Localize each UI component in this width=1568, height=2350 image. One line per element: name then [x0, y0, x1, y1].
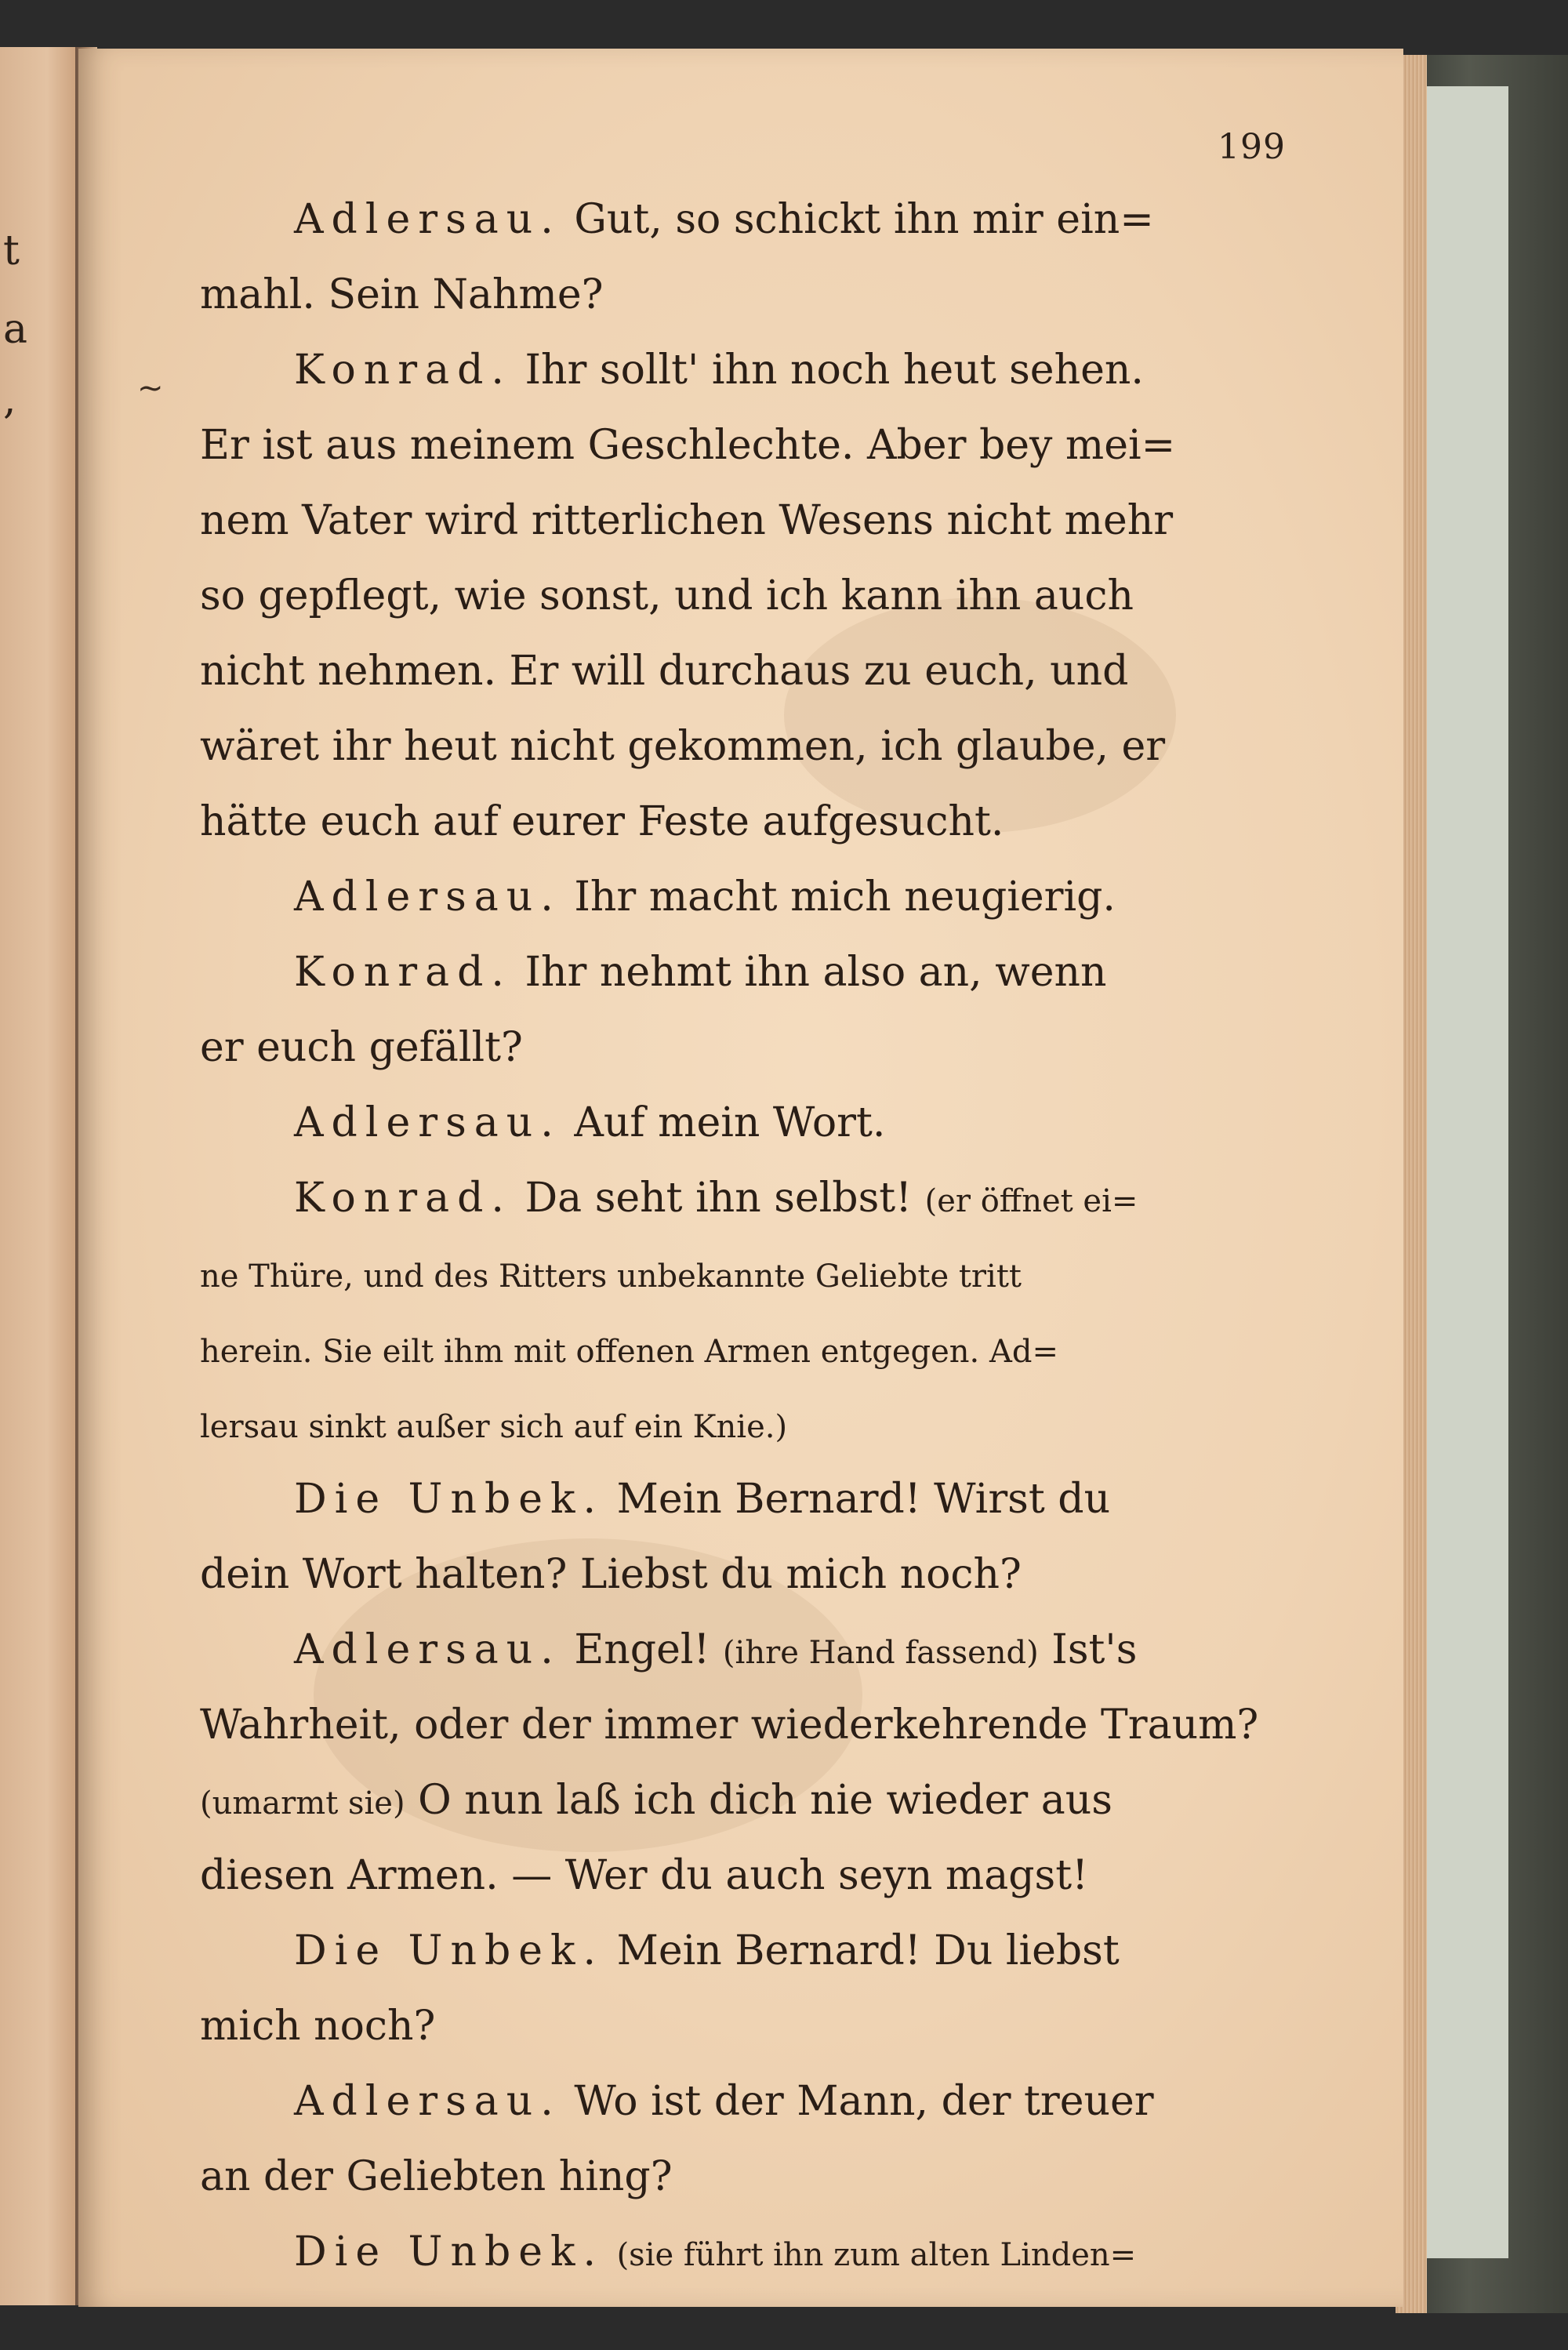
- speaker-name: Die Unbek.: [294, 1476, 604, 1523]
- text-line: [200, 408, 1290, 483]
- text-line: [200, 332, 1290, 408]
- line-text: Engel!: [574, 1626, 710, 1673]
- line-text: Wo ist der Mann, der treuer: [574, 2078, 1154, 2125]
- speaker-name: Adlersau.: [294, 2078, 561, 2125]
- stage-direction: (er öffnet ei=: [924, 1183, 1138, 1219]
- speaker-name: Adlersau.: [294, 196, 561, 243]
- line-text: Wahrheit, oder der immer wiederkehrende Traum?: [200, 1702, 1259, 1749]
- line-text: O nun laß ich dich nie wieder aus: [418, 1777, 1112, 1824]
- line-text: Mein Bernard! Du liebst: [616, 1927, 1120, 1974]
- line-text: an der Geliebten hing?: [200, 2153, 673, 2200]
- book-page: [78, 49, 1403, 2307]
- text-block: [200, 182, 1290, 2290]
- line-text: diesen Armen. — Wer du auch seyn magst!: [200, 1852, 1088, 1899]
- text-line: [200, 1612, 1290, 1687]
- text-line: [200, 1160, 1290, 1236]
- line-text: Mein Bernard! Wirst du: [616, 1476, 1111, 1523]
- left-page-edge: [0, 47, 81, 2305]
- stage-direction: (umarmt sie): [200, 1785, 405, 1822]
- text-line: [200, 935, 1290, 1010]
- text-line: [200, 2064, 1290, 2139]
- text-line: [200, 2214, 1290, 2290]
- line-text: Ist's: [1051, 1626, 1138, 1673]
- speaker-name: Die Unbek.: [294, 2228, 604, 2276]
- speaker-name: Adlersau.: [294, 874, 561, 921]
- line-text: mahl. Sein Nahme?: [200, 271, 604, 318]
- line-text: dein Wort halten? Liebst du mich noch?: [200, 1551, 1022, 1598]
- line-text: Ihr nehmt ihn also an, wenn: [524, 949, 1107, 996]
- line-text: nicht nehmen. Er will durchaus zu euch, und: [200, 648, 1129, 695]
- line-text: hätte euch auf eurer Feste aufgesucht.: [200, 798, 1004, 845]
- line-text: wäret ihr heut nicht gekommen, ich glaube, er: [200, 723, 1166, 770]
- speaker-name: Die Unbek.: [294, 1927, 604, 1974]
- stage-direction: ne Thüre, und des Ritters unbekannte Geliebte tritt: [200, 1259, 1022, 1295]
- text-line: [200, 859, 1290, 935]
- left-fragment: ,: [3, 376, 16, 423]
- text-line: [200, 1763, 1290, 1838]
- line-text: Er ist aus meinem Geschlechte. Aber bey mei=: [200, 422, 1176, 469]
- cover-paper-edge: [1419, 86, 1508, 2258]
- text-line: [200, 1687, 1290, 1763]
- text-line: [200, 634, 1290, 709]
- speaker-name: Konrad.: [294, 949, 512, 996]
- text-line: [200, 558, 1290, 634]
- text-line: [200, 1386, 1290, 1462]
- page-number: 199: [1218, 127, 1286, 167]
- left-fragment: t: [3, 227, 20, 274]
- text-line: [200, 2139, 1290, 2214]
- text-line: [200, 1311, 1290, 1386]
- text-line: [200, 1010, 1290, 1085]
- text-line: [200, 1462, 1290, 1537]
- line-text: Gut, so schickt ihn mir ein=: [574, 196, 1154, 243]
- line-text: mich noch?: [200, 2003, 436, 2050]
- line-text: Ihr macht mich neugierig.: [574, 874, 1116, 921]
- speaker-name: Adlersau.: [294, 1099, 561, 1146]
- line-text: nem Vater wird ritterlichen Wesens nicht mehr: [200, 497, 1174, 544]
- text-line: [200, 784, 1290, 859]
- speaker-name: Konrad.: [294, 347, 512, 394]
- text-line: [200, 1913, 1290, 1989]
- text-line: [200, 1537, 1290, 1612]
- stage-direction: herein. Sie eilt ihm mit offenen Armen entgegen. Ad=: [200, 1334, 1058, 1370]
- line-text: er euch gefällt?: [200, 1024, 523, 1071]
- line-text: so gepflegt, wie sonst, und ich kann ihn auch: [200, 572, 1134, 619]
- text-line: [200, 257, 1290, 332]
- text-line: [200, 709, 1290, 784]
- left-fragment: a: [3, 306, 28, 353]
- speaker-name: Adlersau.: [294, 1626, 561, 1673]
- margin-mark: ~: [137, 370, 164, 406]
- stage-direction: lersau sinkt außer sich auf ein Knie.): [200, 1409, 788, 1445]
- speaker-name: Konrad.: [294, 1175, 512, 1222]
- text-line: [200, 1838, 1290, 1913]
- text-line: [200, 1989, 1290, 2064]
- line-text: Ihr sollt' ihn noch heut sehen.: [524, 347, 1144, 394]
- text-line: [200, 182, 1290, 257]
- text-line: [200, 1236, 1290, 1311]
- text-line: [200, 483, 1290, 558]
- stage-direction: (ihre Hand fassend): [722, 1635, 1039, 1671]
- line-text: Da seht ihn selbst!: [524, 1175, 913, 1222]
- stage-direction: (sie führt ihn zum alten Linden=: [616, 2237, 1137, 2273]
- line-text: Auf mein Wort.: [574, 1099, 886, 1146]
- text-line: [200, 1085, 1290, 1160]
